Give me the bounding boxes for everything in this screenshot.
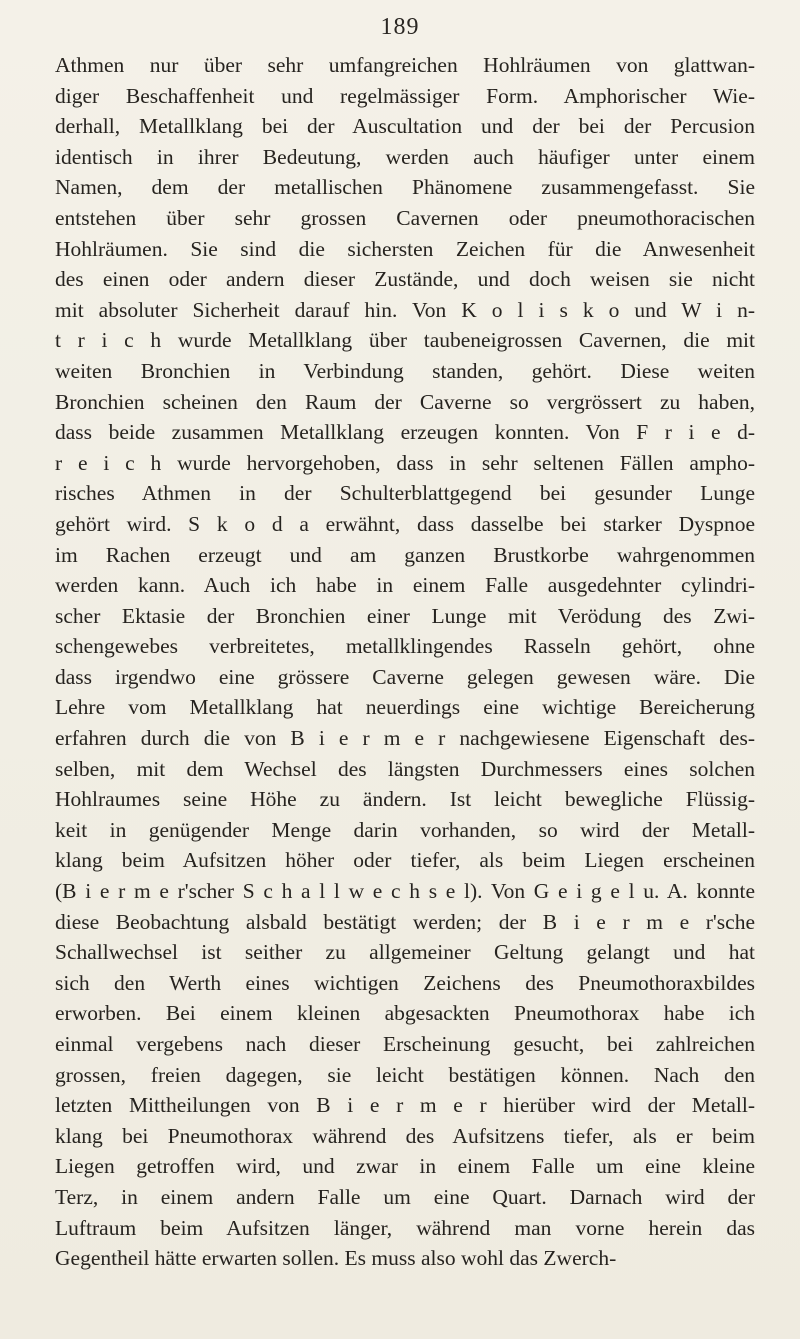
text-line: grossen, freien dagegen, sie leicht bestätigen können. Nach den <box>55 1062 755 1087</box>
text-line: erworben. Bei einem kleinen abgesackten Pneumothorax habe ich <box>55 1001 755 1026</box>
text-line: t r i c h wurde Metallklang über taubeneigrossen Cavernen, die mit <box>55 328 755 353</box>
text-line: scher Ektasie der Bronchien einer Lunge mit Verödung des Zwi- <box>55 603 755 628</box>
text-line: keit in genügender Menge darin vorhanden, so wird der Metall- <box>55 817 755 842</box>
text-line: letzten Mittheilungen von B i e r m e r hierüber wird der Metall- <box>55 1093 755 1118</box>
text-line: Lehre vom Metallklang hat neuerdings eine wichtige Bereicherung <box>55 695 755 720</box>
text-line: erfahren durch die von B i e r m e r nachgewiesene Eigenschaft des- <box>55 726 755 751</box>
text-line: im Rachen erzeugt und am ganzen Brustkorbe wahrgenommen <box>55 542 755 567</box>
text-line: Bronchien scheinen den Raum der Caverne so vergrössert zu haben, <box>55 389 755 414</box>
text-line: risches Athmen in der Schulterblattgegend bei gesunder Lunge <box>55 481 755 506</box>
text-line: des einen oder andern dieser Zustände, und doch weisen sie nicht <box>55 267 755 292</box>
body-text <box>55 50 755 1274</box>
text-line: gehört wird. S k o d a erwähnt, dass dasselbe bei starker Dyspnoe <box>55 511 755 536</box>
text-line: diese Beobachtung alsbald bestätigt werden; der B i e r m e r'sche <box>55 909 755 934</box>
text-line: selben, mit dem Wechsel des längsten Durchmessers eines solchen <box>55 756 755 781</box>
text-line: Hohlraumes seine Höhe zu ändern. Ist leicht bewegliche Flüssig- <box>55 787 755 812</box>
text-line: Liegen getroffen wird, und zwar in einem Falle um eine kleine <box>55 1154 755 1179</box>
text-line: dass irgendwo eine grössere Caverne gelegen gewesen wäre. Die <box>55 664 755 689</box>
text-line: Hohlräumen. Sie sind die sichersten Zeichen für die Anwesenheit <box>55 236 755 261</box>
page-number: 189 <box>380 14 420 40</box>
text-line: schengewebes verbreitetes, metallklingendes Rasseln gehört, ohne <box>55 634 755 659</box>
text-line: Schallwechsel ist seither zu allgemeiner Geltung gelangt und hat <box>55 940 755 965</box>
text-line: mit absoluter Sicherheit darauf hin. Von K o l i s k o und W i n- <box>55 297 755 322</box>
text-line: Namen, dem der metallischen Phänomene zusammengefasst. Sie <box>55 175 755 200</box>
text-line: weiten Bronchien in Verbindung standen, gehört. Diese weiten <box>55 358 755 383</box>
text-line: Gegentheil hätte erwarten sollen. Es muss also wohl das Zwerch- <box>55 1246 617 1271</box>
text-line: klang bei Pneumothorax während des Aufsitzens tiefer, als er beim <box>55 1123 755 1148</box>
text-line: r e i c h wurde hervorgehoben, dass in sehr seltenen Fällen ampho- <box>55 450 755 475</box>
text-line: sich den Werth eines wichtigen Zeichens des Pneumothoraxbildes <box>55 970 755 995</box>
text-line: (B i e r m e r'scher S c h a l l w e c h s e l). Von G e i g e l u. A. konnte <box>55 879 755 904</box>
text-line: dass beide zusammen Metallklang erzeugen konnten. Von F r i e d- <box>55 420 755 445</box>
text-line: Terz, in einem andern Falle um eine Quart. Darnach wird der <box>55 1184 755 1209</box>
text-line: identisch in ihrer Bedeutung, werden auch häufiger unter einem <box>55 144 755 169</box>
text-line: diger Beschaffenheit und regelmässiger Form. Amphorischer Wie- <box>55 83 755 108</box>
text-line: entstehen über sehr grossen Cavernen oder pneumothoracischen <box>55 205 755 230</box>
text-line: klang beim Aufsitzen höher oder tiefer, als beim Liegen erscheinen <box>55 848 755 873</box>
text-line: einmal vergebens nach dieser Erscheinung gesucht, bei zahlreichen <box>55 1032 755 1056</box>
text-line: werden kann. Auch ich habe in einem Falle ausgedehnter cylindri- <box>55 573 755 598</box>
text-line: Athmen nur über sehr umfangreichen Hohlräumen von glattwan- <box>55 53 755 77</box>
text-line: derhall, Metallklang bei der Auscultation und der bei der Percusion <box>55 114 755 139</box>
text-line: Luftraum beim Aufsitzen länger, während man vorne herein das <box>55 1215 755 1240</box>
